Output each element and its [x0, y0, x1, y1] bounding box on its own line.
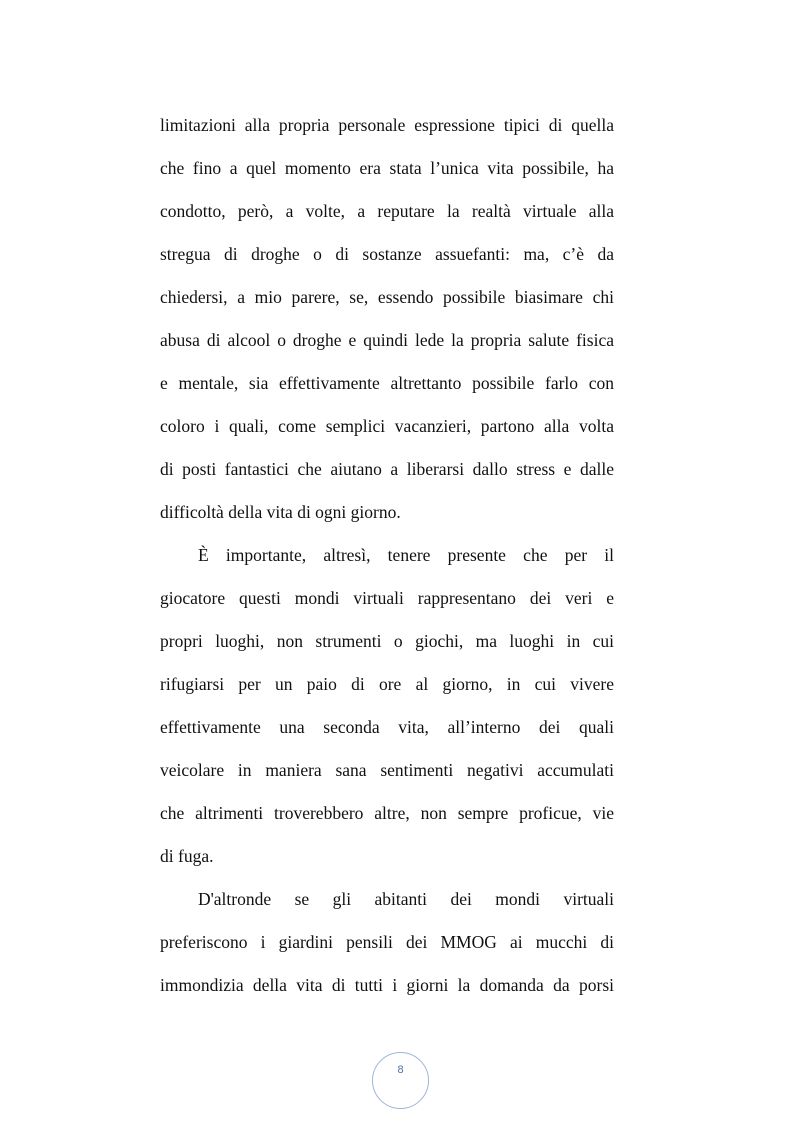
- text-line: di posti fantastici che aiutano a liberarsi dallo stress e dalle: [160, 459, 614, 479]
- text-line: che altrimenti troverebbero altre, non sempre proficue, vie: [160, 803, 614, 823]
- text-line: abusa di alcool o droghe e quindi lede la propria salute fisica: [160, 330, 614, 350]
- text-line: limitazioni alla propria personale espressione tipici di quella: [160, 115, 614, 135]
- text-line: effettivamente una seconda vita, all’interno dei quali: [160, 717, 614, 737]
- text-line: che fino a quel momento era stata l’unica vita possibile, ha: [160, 158, 614, 178]
- paragraph-start-line: È importante, altresì, tenere presente che per il: [198, 545, 614, 565]
- body-text: [160, 104, 614, 1007]
- text-line: veicolare in maniera sana sentimenti negativi accumulati: [160, 760, 614, 780]
- text-line: propri luoghi, non strumenti o giochi, ma luoghi in cui: [160, 631, 614, 651]
- text-line: coloro i quali, come semplici vacanzieri, partono alla volta: [160, 416, 614, 436]
- text-line: rifugiarsi per un paio di ore al giorno, in cui vivere: [160, 674, 614, 694]
- text-line: difficoltà della vita di ogni giorno.: [160, 502, 401, 522]
- page-number-badge: [372, 1052, 429, 1109]
- text-line: preferiscono i giardini pensili dei MMOG ai mucchi di: [160, 932, 614, 952]
- page-number: 8: [397, 1064, 404, 1076]
- text-line: immondizia della vita di tutti i giorni la domanda da porsi: [160, 975, 614, 995]
- text-line: stregua di droghe o di sostanze assuefanti: ma, c’è da: [160, 244, 614, 264]
- text-line: condotto, però, a volte, a reputare la realtà virtuale alla: [160, 201, 614, 221]
- paragraph-start-line: D'altronde se gli abitanti dei mondi virtuali: [198, 889, 614, 909]
- text-line: di fuga.: [160, 846, 214, 866]
- text-line: chiedersi, a mio parere, se, essendo possibile biasimare chi: [160, 287, 614, 307]
- text-line: giocatore questi mondi virtuali rappresentano dei veri e: [160, 588, 614, 608]
- text-line: e mentale, sia effettivamente altrettanto possibile farlo con: [160, 373, 614, 393]
